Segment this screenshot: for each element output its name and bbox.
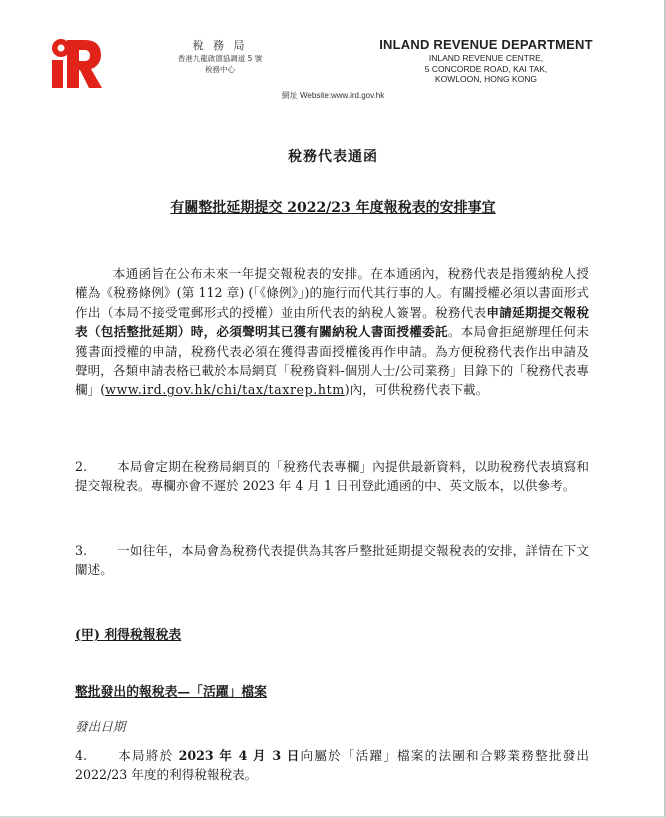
paragraph-4-number: 4. bbox=[75, 748, 88, 763]
paragraph-2 bbox=[75, 457, 589, 496]
section-a-heading: (甲) 利得稅報稅表 bbox=[75, 628, 182, 643]
issue-date-label: 發出日期 bbox=[75, 719, 126, 734]
paragraph-3 bbox=[75, 541, 589, 580]
intro-bold-statement: 申請延期提交報稅表（包括整批延期）時，必須聲明其已獲有關納稅人書面授權委託 bbox=[75, 304, 590, 340]
ird-logo bbox=[50, 37, 102, 89]
zh-address-line-2: 稅務中心 bbox=[205, 65, 235, 74]
paragraph-2-text: 本局會定期在稅務局網頁的「稅務代表專欄」內提供最新資料，以助稅務代表填寫和提交報稅表。專欄亦會不遲於 2023 年 4 月 1 日刊登此通函的中、英文版本，以供參考。 bbox=[75, 459, 589, 494]
paragraph-4 bbox=[75, 746, 589, 785]
subsection-heading: 整批發出的報稅表—「活躍」檔案 bbox=[75, 685, 267, 700]
en-address-line-2: 5 CONCORDE ROAD, KAI TAK, bbox=[424, 63, 548, 74]
intro-text-part-3: )內，可供稅務代表下載。 bbox=[344, 382, 489, 398]
paragraph-4-text-2: 向屬於「活躍」檔案的法團和合夥業務整批發出 2022/23 年度的利得稅報稅表。 bbox=[75, 748, 590, 783]
document-subtitle: 有關整批延期提交 2022/23 年度報稅表的安排事宜 bbox=[170, 200, 496, 216]
intro-text-part-2: 。本局會拒絕辦理任何未獲書面授權的申請，稅務代表必須在獲得書面授權後再作申請。為方便稅務代表作出申請及聲明，各類申請表格已載於本局網頁「稅務資料-個別人士/公司業務」目錄下的「稅務代表專欄」( bbox=[75, 324, 590, 398]
zh-department-name: 稅 務 局 bbox=[192, 39, 248, 52]
paragraph-4-text-1: 本局將於 bbox=[117, 748, 179, 763]
document-title: 稅務代表通函 bbox=[288, 149, 378, 165]
chinese-letterhead bbox=[160, 38, 280, 75]
paragraph-2-number: 2. bbox=[75, 459, 88, 474]
paragraph-4-date: 2023 年 4 月 3 日 bbox=[178, 748, 301, 763]
paragraph-3-number: 3. bbox=[75, 543, 88, 558]
website-line: 網址 Website:www.ird.gov.hk bbox=[281, 91, 385, 100]
english-letterhead bbox=[355, 37, 617, 85]
taxrep-link[interactable]: www.ird.gov.hk/chi/tax/taxrep.htm bbox=[105, 382, 345, 398]
intro-paragraph bbox=[75, 264, 589, 400]
zh-address-line-1: 香港九龍啟德協調道 5 號 bbox=[177, 54, 263, 63]
intro-text-part-1: 本通函旨在公布未來一年提交報稅表的安排。在本通函內，稅務代表是指獲納稅人授權為《稅務條例》(第 112 章) (「《條例》」)的施行而代其行事的人。有關授權必須以書面形式作出（本局不接受電郵形式的授權）並由所代表的納稅人簽署。稅務代表 bbox=[75, 266, 589, 320]
en-address-line-3: KOWLOON, HONG KONG bbox=[434, 74, 537, 84]
paragraph-3-text: 一如往年，本局會為稅務代表提供為其客戶整批延期提交報稅表的安排，詳情在下文闡述。 bbox=[75, 543, 589, 578]
en-address-line-1: INLAND REVENUE CENTRE, bbox=[428, 53, 544, 63]
en-department-name: INLAND REVENUE DEPARTMENT bbox=[379, 37, 593, 52]
